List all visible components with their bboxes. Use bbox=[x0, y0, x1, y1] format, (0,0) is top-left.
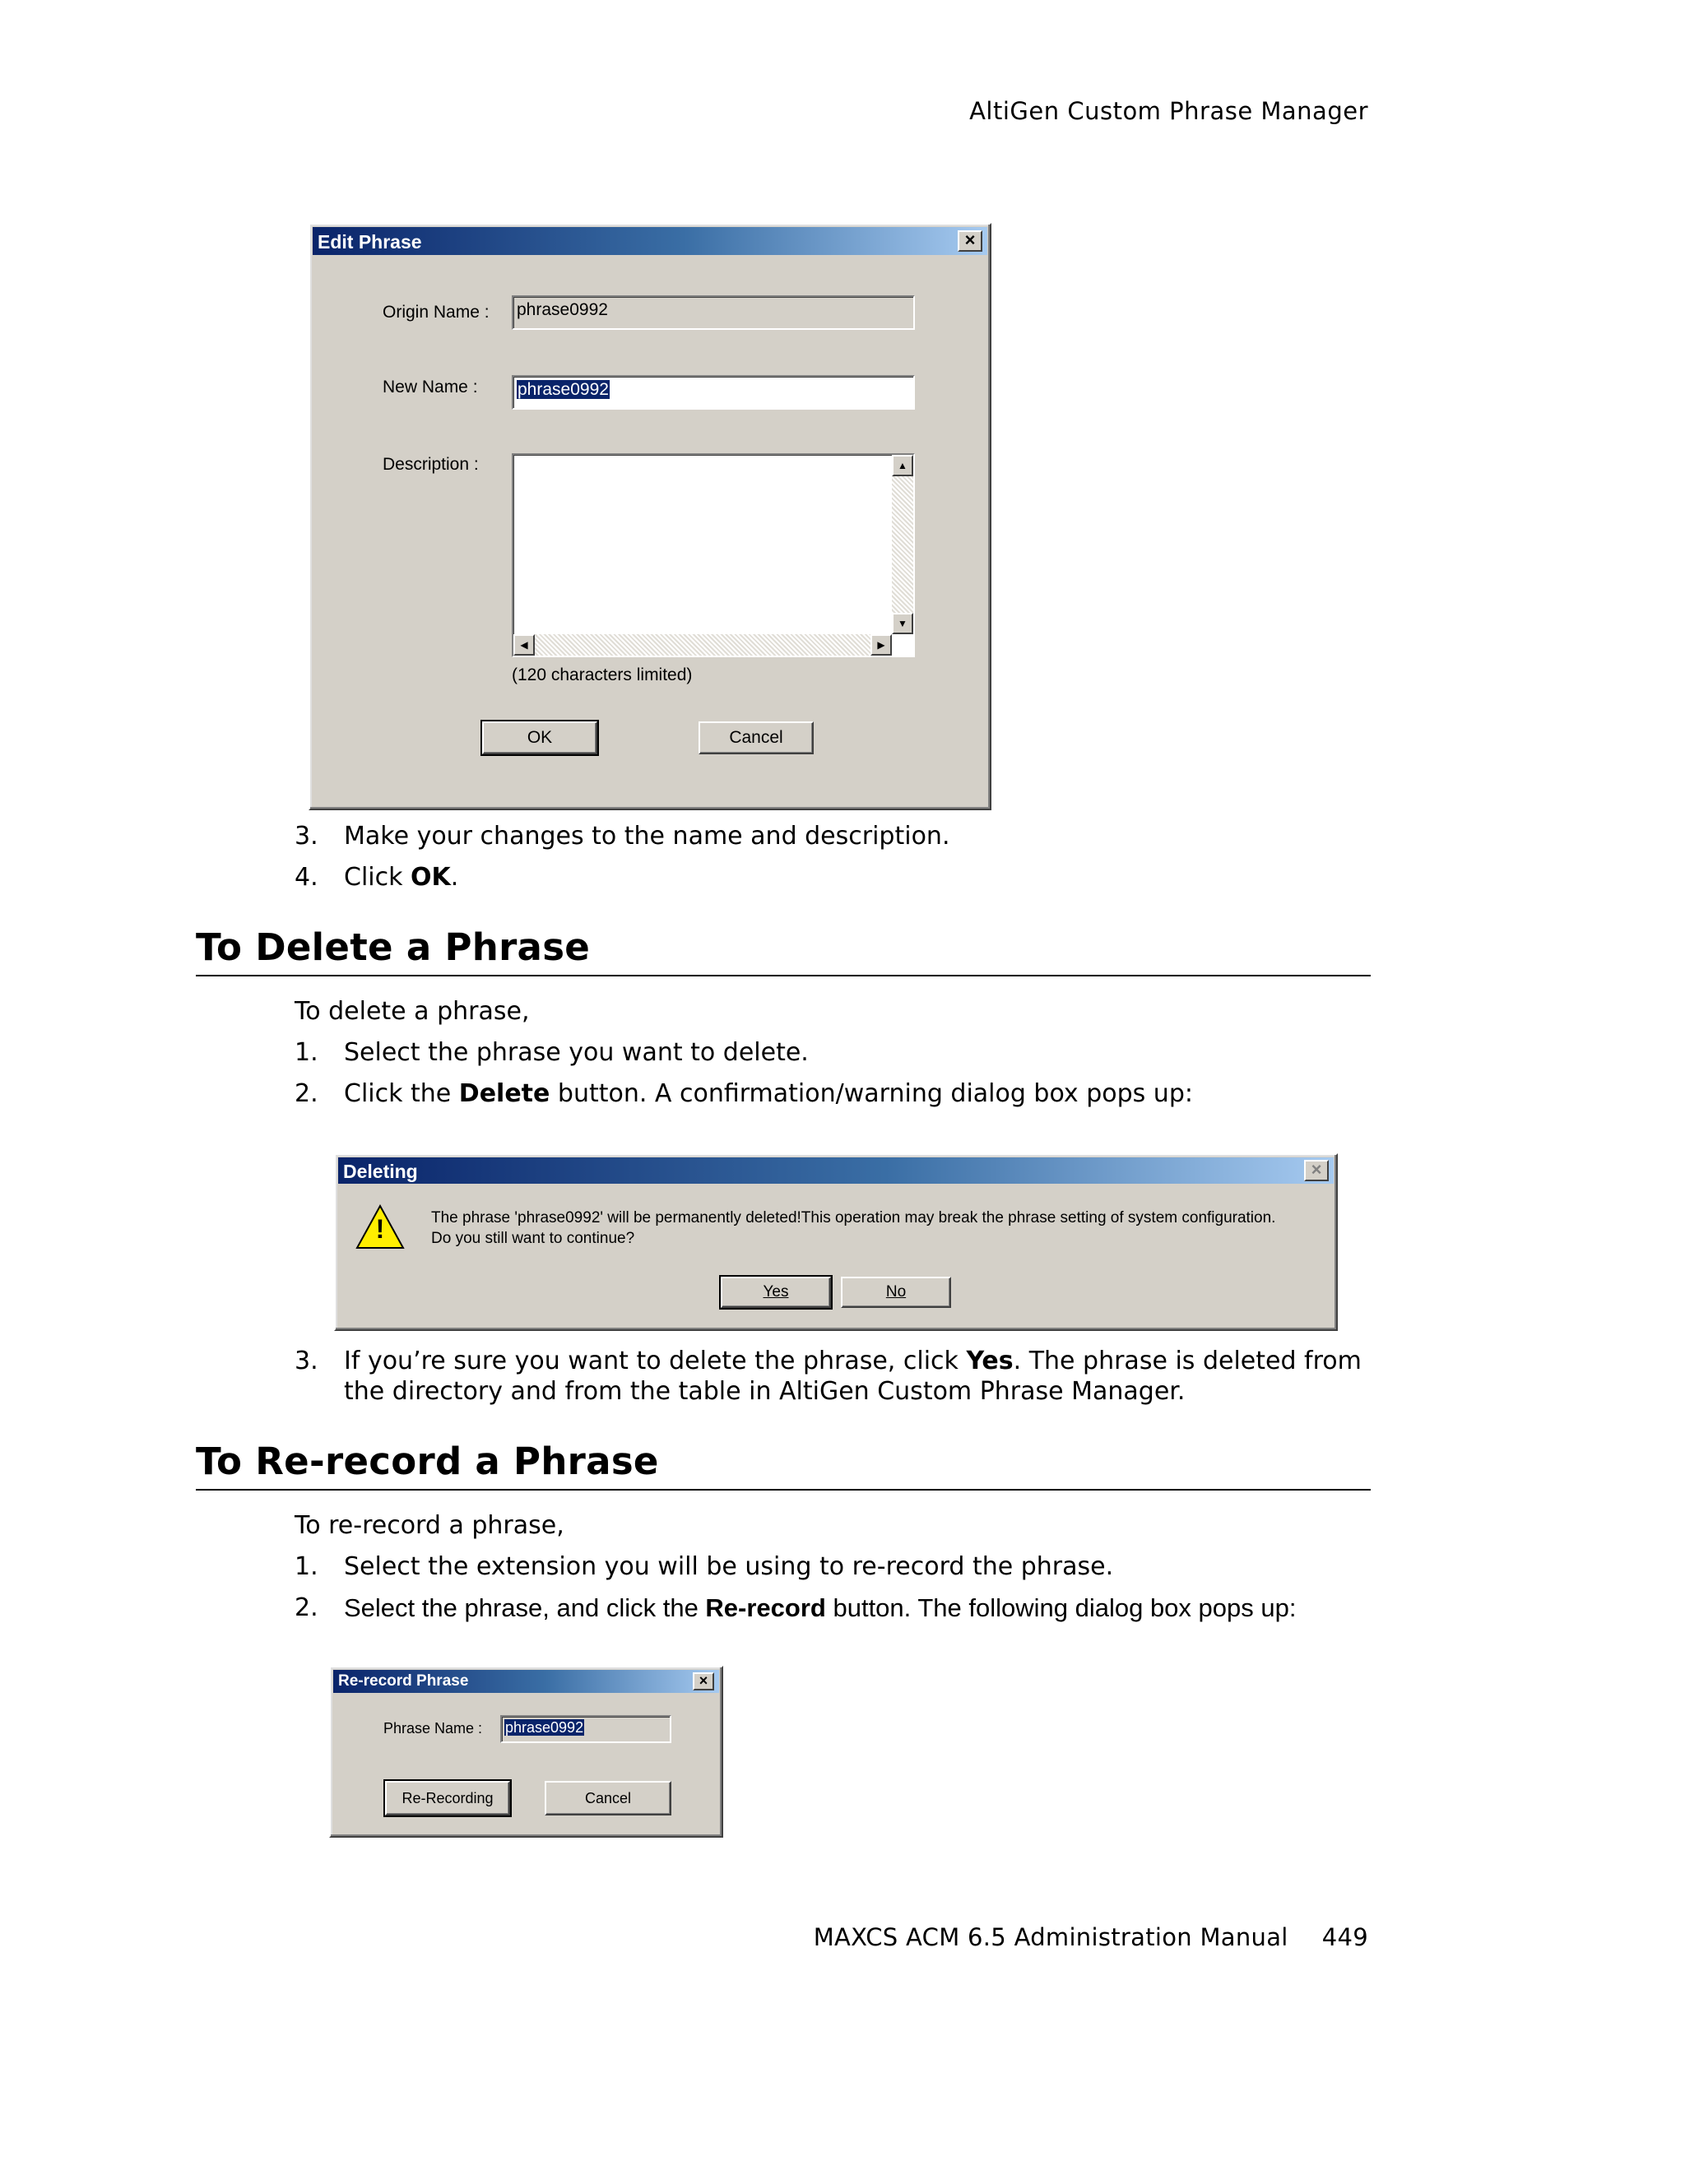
step-text bbox=[344, 1593, 1296, 1623]
horizontal-scrollbar[interactable] bbox=[513, 634, 892, 656]
scroll-left-icon[interactable]: ◀ bbox=[513, 634, 535, 656]
step-bold: Yes bbox=[966, 1347, 1014, 1375]
character-limit-note: (120 characters limited) bbox=[512, 665, 693, 684]
step-text-pre: If you’re sure you want to delete the phrase, click bbox=[344, 1347, 967, 1375]
phrase-name-value: phrase0992 bbox=[505, 1719, 584, 1736]
step-number: 3. bbox=[295, 822, 318, 851]
origin-name-label: Origin Name : bbox=[383, 303, 490, 322]
rerecording-label: Re-Recording bbox=[402, 1790, 494, 1806]
step-text-post: button. A confirmation/warning dialog box pops up: bbox=[550, 1079, 1193, 1108]
step-number: 2. bbox=[295, 1593, 318, 1622]
warning-glyph: ! bbox=[375, 1214, 385, 1244]
dialog-title: Deleting bbox=[343, 1161, 418, 1182]
step-number: 4. bbox=[295, 863, 318, 892]
footer-manual-title: MAXCS ACM 6.5 Administration Manual bbox=[813, 1923, 1288, 1951]
edit-phrase-dialog bbox=[309, 223, 991, 810]
yes-button[interactable] bbox=[721, 1277, 831, 1308]
step-text-post: . bbox=[450, 863, 459, 892]
page-number: 449 bbox=[1321, 1923, 1368, 1951]
new-name-value: phrase0992 bbox=[518, 380, 609, 399]
dialog-titlebar bbox=[338, 1157, 1334, 1184]
cancel-label: Cancel bbox=[729, 728, 783, 747]
origin-name-field bbox=[512, 295, 915, 330]
ok-button[interactable] bbox=[482, 721, 597, 754]
no-button[interactable] bbox=[841, 1277, 951, 1308]
step-bold: Delete bbox=[458, 1079, 550, 1108]
dialog-titlebar bbox=[313, 227, 987, 255]
running-footer bbox=[814, 1923, 1368, 1951]
intro-text: To re-record a phrase, bbox=[295, 1511, 564, 1540]
phrase-name-input[interactable] bbox=[500, 1715, 671, 1743]
warning-message-line1: The phrase 'phrase0992' will be permanently deleted!This operation may break the phrase setting of system configuration. bbox=[431, 1209, 1276, 1226]
step-number: 2. bbox=[295, 1079, 318, 1108]
step-text bbox=[344, 1347, 1362, 1375]
section-rule bbox=[196, 975, 1371, 976]
cancel-label: Cancel bbox=[584, 1790, 632, 1806]
dialog-title: Edit Phrase bbox=[318, 231, 422, 253]
step-text: Select the phrase you want to delete. bbox=[344, 1038, 809, 1067]
step-text bbox=[344, 1079, 1193, 1108]
close-icon[interactable]: × bbox=[958, 230, 982, 252]
step-text-pre: Select the phrase, and click the bbox=[344, 1593, 706, 1622]
step-number: 3. bbox=[295, 1347, 318, 1375]
new-name-input[interactable] bbox=[512, 375, 915, 410]
dialog-titlebar bbox=[333, 1670, 719, 1693]
step-text-continued: the directory and from the table in AltiGen Custom Phrase Manager. bbox=[344, 1377, 1186, 1406]
description-label: Description : bbox=[383, 455, 479, 474]
origin-name-value: phrase0992 bbox=[517, 300, 608, 319]
section-heading-delete: To Delete a Phrase bbox=[196, 925, 591, 969]
new-name-label: New Name : bbox=[383, 378, 478, 396]
phrase-name-label: Phrase Name : bbox=[383, 1720, 483, 1737]
step-text-pre: Click the bbox=[344, 1079, 459, 1108]
yes-label: Yes bbox=[763, 1283, 789, 1301]
step-number: 1. bbox=[295, 1038, 318, 1067]
step-text-post: button. The following dialog box pops up: bbox=[825, 1593, 1297, 1622]
step-bold: Re-record bbox=[705, 1593, 826, 1622]
step-text-post: . The phrase is deleted from bbox=[1013, 1347, 1362, 1375]
cancel-button[interactable] bbox=[699, 721, 814, 754]
intro-text: To delete a phrase, bbox=[295, 997, 530, 1026]
step-text: Make your changes to the name and description. bbox=[344, 822, 950, 851]
close-icon[interactable]: × bbox=[693, 1672, 714, 1690]
scroll-down-icon[interactable]: ▼ bbox=[892, 613, 913, 634]
rerecording-button[interactable] bbox=[385, 1781, 510, 1815]
running-header: AltiGen Custom Phrase Manager bbox=[969, 97, 1368, 125]
vertical-scrollbar[interactable] bbox=[892, 455, 913, 634]
scroll-up-icon[interactable]: ▲ bbox=[892, 455, 913, 476]
scroll-right-icon[interactable]: ▶ bbox=[870, 634, 892, 656]
dialog-title: Re-record Phrase bbox=[338, 1672, 469, 1690]
deleting-dialog bbox=[334, 1153, 1338, 1331]
close-icon[interactable]: × bbox=[1304, 1160, 1329, 1181]
rerecord-dialog bbox=[329, 1666, 723, 1838]
section-rule bbox=[196, 1489, 1371, 1491]
ok-label: OK bbox=[527, 728, 553, 747]
warning-message-line2: Do you still want to continue? bbox=[431, 1230, 635, 1247]
step-text: Select the extension you will be using to re-record the phrase. bbox=[344, 1552, 1114, 1581]
section-heading-rerecord: To Re-record a Phrase bbox=[196, 1440, 659, 1483]
step-bold: OK bbox=[411, 863, 451, 892]
step-text bbox=[344, 863, 458, 892]
description-textarea[interactable] bbox=[512, 453, 915, 657]
step-number: 1. bbox=[295, 1552, 318, 1581]
cancel-button[interactable] bbox=[545, 1781, 671, 1815]
step-text-pre: Click bbox=[344, 863, 411, 892]
no-label: No bbox=[885, 1283, 907, 1301]
